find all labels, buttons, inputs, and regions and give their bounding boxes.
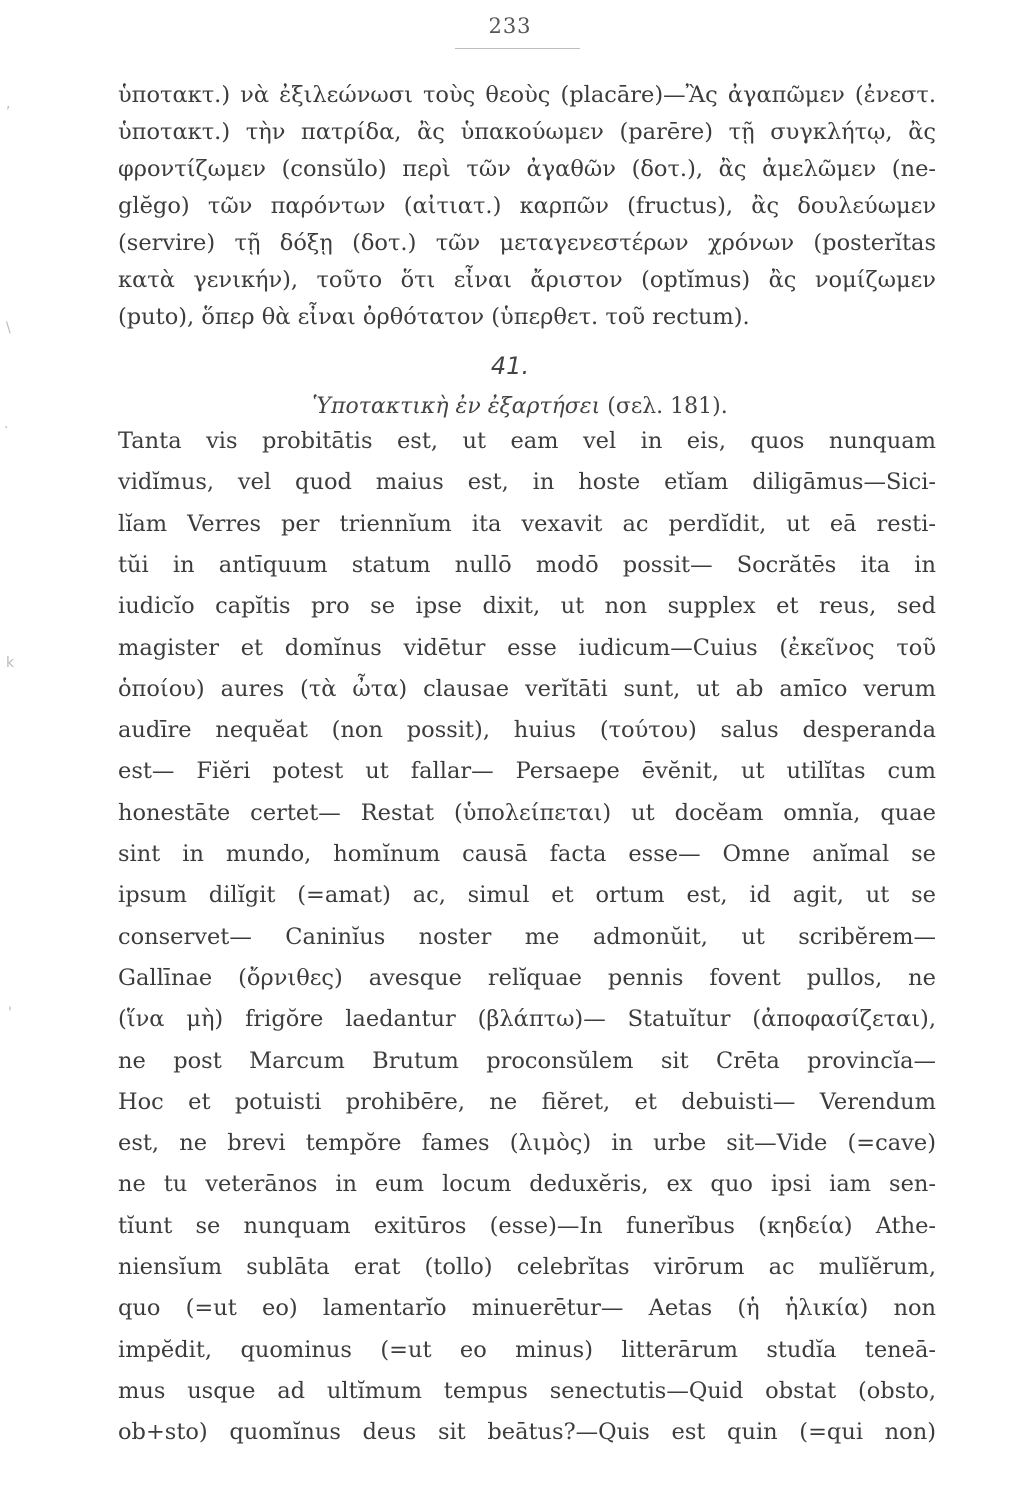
text-line: tĭunt se nunquam exitūros (esse)—In funerĭbus (κηδεία) Athe-: [118, 1212, 936, 1239]
margin-speck: ,: [6, 96, 11, 112]
text-line: conservet— Caninĭus noster me admonŭit, ut scribĕrem—: [118, 923, 936, 950]
text-line: ὑποτακτ.) τὴν πατρίδα, ἂς ὑπακούωμεν (parēre) τῇ συγκλήτῳ, ἂς: [118, 119, 936, 145]
text-line: κατὰ γενικήν), τοῦτο ὅτι εἶναι ἄριστον (optĭmus) ἂς νομίζωμεν: [118, 267, 936, 293]
text-line: ne tu veterānos in eum locum deduxĕris, ex quo ipsi iam sen-: [118, 1171, 936, 1198]
section-heading-title: Ὑποτακτικὴ ἐν ἐξαρτήσει: [312, 394, 601, 419]
text-line: impĕdit, quominus (=ut eo minus) litterārum studĭa teneā-: [118, 1336, 936, 1363]
text-line: niensĭum sublāta erat (tollo) celebrĭtas virōrum ac mulĭĕrum,: [118, 1254, 936, 1280]
text-line: ipsum dilĭgit (=amat) ac, simul et ortum est, id agit, ut se: [118, 882, 936, 909]
text-line: lĭam Verres per triennĭum ita vexavit ac perdĭdit, ut eā resti-: [118, 510, 936, 537]
text-line: vidĭmus, vel quod maius est, in hoste etĭam diligāmus—Sici-: [118, 469, 936, 496]
margin-speck: ': [8, 1005, 12, 1021]
margin-speck: \: [6, 320, 11, 336]
section-number: 41.: [490, 352, 530, 380]
text-line: honestāte certet— Restat (ὑπολείπεται) ut docĕam omnĭa, quae: [118, 799, 936, 826]
text-line: (servire) τῇ δόξῃ (δοτ.) τῶν μεταγενεστέρων χρόνων (posterĭtas: [118, 230, 936, 256]
text-line: (puto), ὅπερ θὰ εἶναι ὀρθότατον (ὑπερθετ. τοῦ rectum).: [118, 304, 750, 330]
text-line: magister et domĭnus vidētur esse iudicum—Cuius (ἐκεῖνος τοῦ: [118, 634, 936, 661]
text-line: (ἵνα μὴ) frigŏre laedantur (βλάπτω)— Statuĭtur (ἀποφασίζεται),: [118, 1006, 936, 1033]
text-line: tŭi in antīquum statum nullō modō possit— Socrătēs ita in: [118, 551, 936, 578]
text-line: est— Fiĕri potest ut fallar— Persaepe ēvĕnit, ut utilĭtas cum: [118, 758, 936, 785]
text-line: Tanta vis probitātis est, ut eam vel in eis, quos nunquam: [118, 428, 936, 454]
text-line: sint in mundo, homĭnum causā facta esse— Omne anĭmal se: [118, 841, 936, 867]
text-line: mus usque ad ultĭmum tempus senectutis—Quid obstat (obsto,: [118, 1377, 936, 1404]
margin-speck: k: [6, 655, 15, 671]
section-heading-ref: (σελ. 181).: [607, 394, 728, 419]
text-line: ne post Marcum Brutum proconsŭlem sit Crēta provincĭa—: [118, 1047, 936, 1074]
header-rule: [455, 48, 580, 49]
text-line: Gallīnae (ὄρνιθες) avesque relĭquae pennis fovent pullos, ne: [118, 964, 936, 991]
text-line: glĕgo) τῶν παρόντων (αἰτιατ.) καρπῶν (fructus), ἂς δουλεύωμεν: [118, 193, 936, 219]
section-heading: [0, 394, 1020, 419]
page-number: 233: [488, 14, 532, 38]
text-line: quo (=ut eo) lamentarĭo minuerētur— Aetas (ἡ ἡλικία) non: [118, 1295, 936, 1322]
text-line: Hoc et potuisti prohibēre, ne fiĕret, et debuisti— Verendum: [118, 1088, 936, 1115]
text-line: audīre nequĕat (non possit), huius (τούτου) salus desperanda: [118, 717, 936, 744]
margin-speck: ·: [4, 420, 9, 436]
text-line: est, ne brevi tempŏre fames (λιμὸς) in urbe sit—Vide (=cave): [118, 1130, 936, 1157]
text-line: φροντίζωμεν (consŭlo) περὶ τῶν ἀγαθῶν (δοτ.), ἂς ἀμελῶμεν (ne-: [118, 156, 936, 182]
text-line: ὁποίου) aures (τὰ ὦτα) clausae verĭtāti sunt, ut ab amīco verum: [118, 675, 936, 702]
text-line: iudicĭo capĭtis pro se ipse dixit, ut non supplex et reus, sed: [118, 593, 936, 620]
text-line: ὑποτακτ.) νὰ ἐξιλεώνωσι τοὺς θεοὺς (placāre)—Ἂς ἀγαπῶμεν (ἐνεστ.: [118, 82, 936, 108]
text-line: ob+sto) quomĭnus deus sit beātus?—Quis est quin (=qui non): [118, 1419, 936, 1446]
